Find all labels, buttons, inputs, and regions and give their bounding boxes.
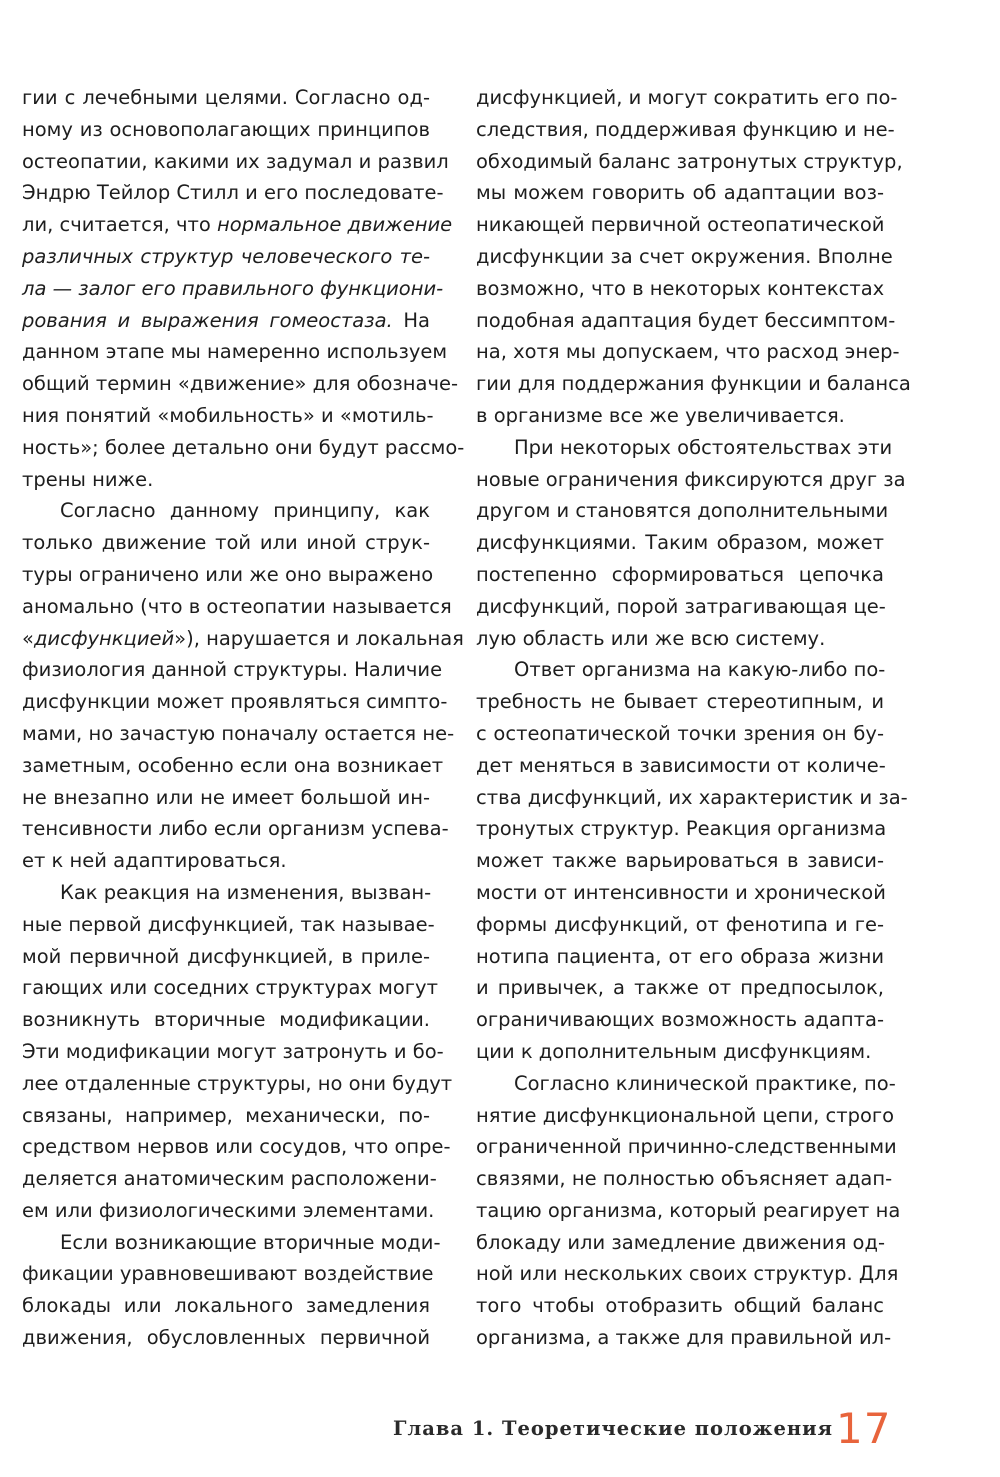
text-line [22,718,455,750]
text-run: нотипа пациента, от его образа жизни [476,944,884,968]
text-line [476,1227,884,1259]
text-line [476,336,900,368]
text-line [476,1163,893,1195]
text-line [22,146,449,178]
text-run: формы дисфункций, от фенотипа и ге- [476,912,884,936]
text-run: возникнуть вторичные модификации. [22,1008,430,1032]
text-line [476,686,884,718]
text-line [476,1004,884,1036]
text-line [22,400,434,432]
text-run: тенсивности либо если организм успева- [22,817,449,841]
text-run: ные первой дисфункцией, так называе- [22,912,435,936]
text-line [476,750,884,782]
text-run: с остеопатической точки зрения он бу- [476,721,884,745]
text-line [22,527,430,559]
text-line [22,941,430,973]
text-run: и привычек, а также от предпосылок, [476,976,884,1000]
text-line [476,909,884,941]
text-run: новые ограничения фиксируются друг за [476,467,906,491]
text-line [22,114,430,146]
italic-text: рования и выражения гомеостаза. [22,308,393,332]
text-line [476,432,893,464]
text-run: При некоторых обстоятельствах эти [514,435,893,459]
text-run: Как реакция на изменения, вызван- [60,880,432,904]
text-line [476,941,884,973]
text-run: связями, не полностью объясняет адап- [476,1167,893,1191]
italic-text: ла — залог его правильного функциони- [22,276,444,300]
text-line [22,495,430,527]
text-line [476,527,884,559]
text-line [22,82,430,114]
chapter-title: Глава 1. Теоретические положения [393,1417,834,1440]
text-run: ограничивающих возможность адапта- [476,1008,884,1032]
text-run: гии с лечебными целями. Согласно од- [22,86,430,109]
text-run: может также варьироваться в зависи- [476,849,884,873]
text-run: на, хотя мы допускаем, что расход энер- [476,340,900,364]
text-run: следствия, поддерживая функцию и не- [476,117,895,141]
text-run: лую область или же всю систему. [476,626,826,650]
text-run: ции к дополнительным дисфункциям. [476,1039,872,1063]
text-line [22,1322,430,1354]
text-run: гии для поддержания функции и баланса [476,372,911,396]
text-line [476,146,903,178]
text-run: »), нарушается и локальная [174,626,464,650]
text-run: Согласно клинической практике, по- [514,1071,896,1095]
text-run: Эндрю Тейлор Стилл и его последовате- [22,181,444,205]
text-line [476,400,884,432]
text-run: деляется анатомическим расположени- [22,1167,437,1191]
text-line [476,1100,895,1132]
text-line [22,209,453,241]
page-number: 17 [836,1404,892,1453]
italic-text: дисфункцией [33,626,175,650]
text-line [476,972,884,1004]
italic-text: различных структур человеческого те- [22,244,430,268]
text-line [476,464,906,496]
text-run: в организме все же увеличивается. [476,403,845,427]
text-line [476,82,898,114]
text-line [476,559,884,591]
text-run: тацию организма, который реагирует на [476,1198,901,1222]
text-run: тронутых структур. Реакция организма [476,817,887,841]
text-line [476,495,889,527]
text-line [476,1290,884,1322]
text-run: мости от интенсивности и хронической [476,880,886,904]
text-line [476,1322,892,1354]
text-run: ства дисфункций, их характеристик и за- [476,785,908,809]
text-run: остеопатии, какими их задумал и развил [22,149,449,173]
text-line [22,1227,441,1259]
text-line [22,1195,435,1227]
text-line [476,177,884,209]
text-line [22,782,430,814]
text-line [22,336,448,368]
text-run: Эти модификации могут затронуть и бо- [22,1039,444,1063]
text-line [22,623,464,655]
text-run: Если возникающие вторичные моди- [60,1230,441,1254]
text-line [22,1163,437,1195]
text-run: ной или нескольких своих структур. Для [476,1262,899,1286]
text-run: того чтобы отобразить общий баланс [476,1294,884,1318]
text-run: ограниченной причинно-следственными [476,1135,897,1159]
text-line [22,368,459,400]
text-line [22,1068,453,1100]
text-run: другом и становятся дополнительными [476,499,889,523]
text-run: « [22,626,34,650]
text-line [22,1100,430,1132]
text-line [476,273,884,305]
text-run: лее отдаленные структуры, но они будут [22,1071,453,1095]
text-run: организма, а также для правильной ил- [476,1326,892,1350]
text-run: мой первичной дисфункцией, в приле- [22,944,430,968]
text-line [476,1036,884,1068]
text-run: дисфункций, порой затрагивающая це- [476,594,886,618]
text-run: общий термин «движение» для обозначе- [22,372,459,396]
text-run: дисфункцией, и могут сократить его по- [476,86,898,109]
text-run: гающих или соседних структурах могут [22,976,438,1000]
text-run: данном этапе мы намеренно используем [22,340,448,364]
text-run: обходимый баланс затронутых структур, [476,149,903,173]
text-run: дисфункции за счет окружения. Вполне [476,244,893,268]
text-run: ному из основополагающих принципов [22,117,430,141]
text-run: никающей первичной остеопатической [476,213,885,237]
text-run: физиология данной структуры. Наличие [22,658,443,682]
text-line [22,1290,430,1322]
text-line [476,305,896,337]
text-line [476,782,908,814]
text-line [22,813,449,845]
text-run: ния понятий «мобильность» и «мотиль- [22,403,434,427]
text-run: не внезапно или не имеет большой ин- [22,785,430,809]
text-line [22,972,438,1004]
text-line [22,464,430,496]
text-run: мы можем говорить об адаптации воз- [476,181,884,205]
text-run: дет меняться в зависимости от количе- [476,753,886,777]
text-line [476,623,884,655]
italic-text: нормальное движение [216,213,453,237]
text-line [476,845,884,877]
text-line [22,1258,434,1290]
text-run: Ответ организма на какую-либо по- [514,658,886,682]
text-line [476,813,887,845]
text-run: туры ограничено или же оно выражено [22,562,434,586]
text-run: нятие дисфункциональной цепи, строго [476,1103,895,1127]
text-line [22,432,465,464]
text-line [22,177,444,209]
text-run: возможно, что в некоторых контекстах [476,276,885,300]
text-run: ность»; более детально они будут рассмо- [22,435,465,459]
text-run: блокады или локального замедления [22,1294,430,1318]
text-run: мами, но зачастую поначалу остается не- [22,721,455,745]
text-run: ли, считается, что [22,213,217,237]
text-line [22,1131,451,1163]
text-run: средством нервов или сосудов, что опре- [22,1135,451,1159]
text-run: ем или физиологическими элементами. [22,1198,435,1222]
text-line [22,750,444,782]
text-run: дисфункции может проявляться симпто- [22,690,448,714]
text-run: аномально (что в остеопатии называется [22,594,452,618]
text-line [22,273,444,305]
text-run: постепенно сформироваться цепочка [476,562,884,586]
text-line [22,1036,444,1068]
text-line [22,909,435,941]
text-run: требность не бывает стереотипным, и [476,690,884,714]
text-line [22,559,434,591]
text-run: подобная адаптация будет бессимптом- [476,308,896,332]
right-column [476,82,911,1354]
text-line [476,877,884,909]
text-run: На [392,308,431,332]
text-run: блокаду или замедление движения од- [476,1230,885,1254]
left-column [22,82,465,1354]
text-line [22,686,448,718]
text-line [22,591,452,623]
text-run: дисфункциями. Таким образом, может [476,531,884,555]
text-run: трены ниже. [22,467,154,491]
text-line [476,114,895,146]
text-run: связаны, например, механически, по- [22,1103,430,1127]
text-line [476,241,893,273]
text-run: заметным, особенно если она возникает [22,753,444,777]
text-line [22,241,430,273]
text-line [22,305,430,337]
text-line [22,1004,430,1036]
text-line [22,654,443,686]
text-line [476,654,884,686]
text-line [22,877,430,909]
text-line [476,1258,899,1290]
text-line [476,368,911,400]
text-line [476,1131,897,1163]
text-run: Согласно данному принципу, как [60,499,430,523]
text-line [22,845,430,877]
text-line [476,1068,896,1100]
text-line [476,1195,901,1227]
text-run: фикации уравновешивают воздействие [22,1262,434,1286]
text-line [476,591,884,623]
text-run: движения, обусловленных первичной [22,1326,430,1350]
text-line [476,209,884,241]
text-line [476,718,884,750]
text-run: ет к ней адаптироваться. [22,849,287,873]
text-run: только движение той или иной струк- [22,531,430,555]
